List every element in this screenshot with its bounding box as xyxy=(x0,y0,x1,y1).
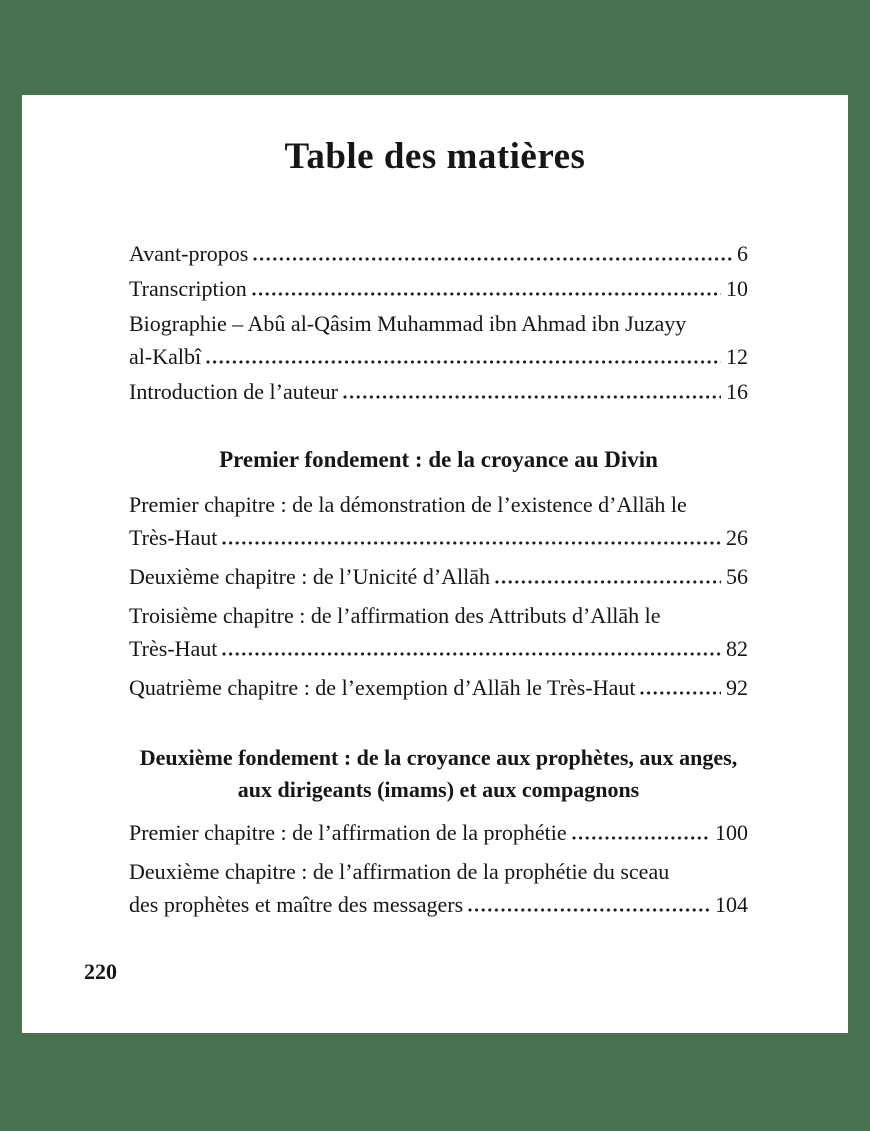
dot-leader xyxy=(252,292,721,296)
dot-leader xyxy=(572,836,710,840)
section-heading-premier-fondement: Premier fondement : de la croyance au Divin xyxy=(219,447,658,472)
toc-entry-page: 12 xyxy=(726,344,748,369)
toc-entry-label-line2: Très-Haut xyxy=(129,525,218,550)
table-of-contents xyxy=(129,237,748,921)
dot-leader xyxy=(206,360,721,364)
toc-entry-page: 82 xyxy=(726,636,748,661)
dot-leader xyxy=(253,257,732,261)
toc-entry-page: 26 xyxy=(726,525,748,550)
toc-entry-page: 104 xyxy=(715,892,748,917)
toc-entry-transcription xyxy=(129,272,748,305)
dot-leader xyxy=(222,652,721,656)
toc-entry-label-line2: des prophètes et maître des messagers xyxy=(129,892,464,917)
section2-chapters xyxy=(129,816,748,921)
toc-entry-page: 6 xyxy=(737,241,748,266)
toc-entry-label: Premier chapitre : de l’affirmation de la prophétie xyxy=(129,820,567,845)
section-heading-line2: aux dirigeants (imams) et aux compagnons xyxy=(237,777,640,802)
toc-entry-biographie xyxy=(129,307,748,373)
toc-entry-introduction xyxy=(129,375,748,408)
toc-entry-label-line1: Troisième chapitre : de l’affirmation des Attributs d’Allāh le xyxy=(129,603,661,628)
toc-entry-label-line1: Deuxième chapitre : de l’affirmation de la prophétie du sceau xyxy=(129,859,670,884)
toc-entry-page: 16 xyxy=(726,379,748,404)
dot-leader xyxy=(222,541,721,545)
toc-entry-label-line2: Très-Haut xyxy=(129,636,218,661)
toc-entry-label: Quatrième chapitre : de l’exemption d’Allāh le Très-Haut xyxy=(129,675,636,700)
toc-entry-s1-chapitre2 xyxy=(129,560,748,593)
dot-leader xyxy=(343,395,721,399)
section1-chapters xyxy=(129,488,748,704)
toc-entry-s2-chapitre2 xyxy=(129,855,748,921)
page-title: Table des matières xyxy=(284,136,586,177)
toc-entry-avant-propos xyxy=(129,237,748,270)
toc-entry-s1-chapitre3 xyxy=(129,599,748,665)
book-page xyxy=(22,95,848,1033)
toc-entry-s1-chapitre4 xyxy=(129,671,748,704)
toc-entry-label-line2: al-Kalbî xyxy=(129,344,202,369)
dot-leader xyxy=(640,691,721,695)
toc-entry-s2-chapitre1 xyxy=(129,816,748,849)
dot-leader xyxy=(468,908,710,912)
page-number: 220 xyxy=(84,959,117,984)
toc-entry-label-line1: Biographie – Abû al-Qâsim Muhammad ibn Ahmad ibn Juzayy xyxy=(129,311,687,336)
toc-entry-page: 92 xyxy=(726,675,748,700)
toc-entry-page: 10 xyxy=(726,276,748,301)
dot-leader xyxy=(495,580,721,584)
toc-entry-label: Avant-propos xyxy=(129,241,249,266)
toc-entry-label-line1: Premier chapitre : de la démonstration de l’existence d’Allāh le xyxy=(129,492,687,517)
toc-entry-label: Transcription xyxy=(129,276,247,301)
toc-entry-s1-chapitre1 xyxy=(129,488,748,554)
section-heading-deuxieme-fondement xyxy=(115,742,762,806)
toc-entry-page: 100 xyxy=(715,820,748,845)
toc-entry-label: Introduction de l’auteur xyxy=(129,379,338,404)
toc-entry-label: Deuxième chapitre : de l’Unicité d’Allāh xyxy=(129,564,491,589)
section-heading-line1: Deuxième fondement : de la croyance aux prophètes, aux anges, xyxy=(139,745,738,770)
toc-entry-page: 56 xyxy=(726,564,748,589)
